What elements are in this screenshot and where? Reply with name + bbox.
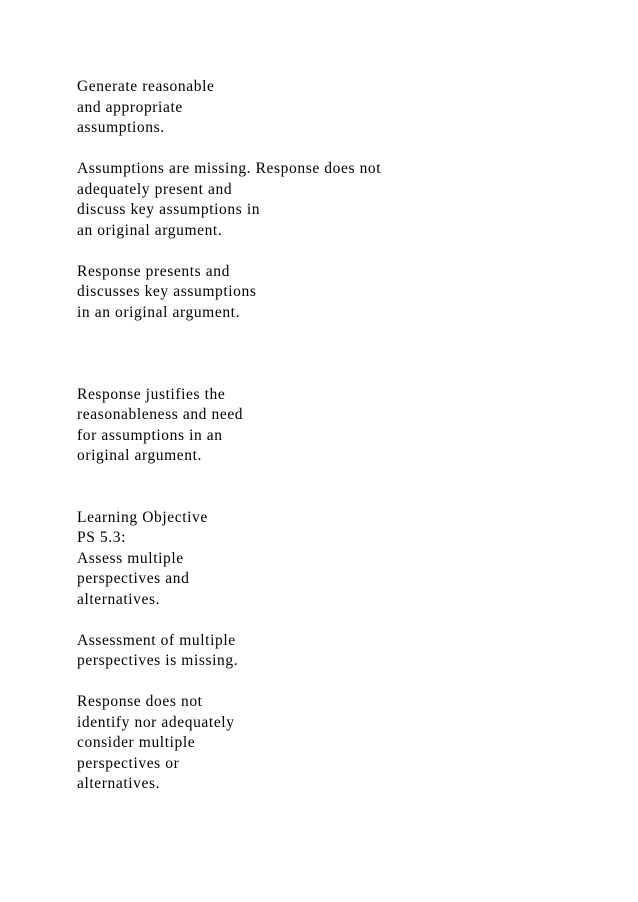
text-line: assumptions. [77, 119, 165, 136]
text-line: consider multiple [77, 734, 196, 751]
text-line: and appropriate [77, 99, 183, 116]
text-line: Assess multiple [77, 550, 184, 567]
text-line: discusses key assumptions [77, 283, 257, 300]
text-line: perspectives or [77, 755, 180, 772]
text-line: an original argument. [77, 222, 223, 239]
text-line: perspectives is missing. [77, 652, 239, 669]
text-line: Assumptions are missing. Response does not [77, 160, 382, 177]
text-line: PS 5.3: [77, 529, 126, 546]
text-line: in an original argument. [77, 304, 241, 321]
text-line: Learning Objective [77, 509, 208, 526]
text-line: Response presents and [77, 263, 230, 280]
text-line: adequately present and [77, 181, 233, 198]
text-line: original argument. [77, 447, 203, 464]
text-line: Response does not [77, 693, 203, 710]
text-line: Response justifies the [77, 386, 226, 403]
text-line: Assessment of multiple [77, 632, 236, 649]
text-line: for assumptions in an [77, 427, 223, 444]
text-line: discuss key assumptions in [77, 201, 261, 218]
text-line: identify nor adequately [77, 714, 235, 731]
text-line: perspectives and [77, 570, 190, 587]
text-line: reasonableness and need [77, 406, 244, 423]
text-line: alternatives. [77, 591, 161, 608]
text-line: Generate reasonable [77, 78, 215, 95]
text-line: alternatives. [77, 775, 161, 792]
